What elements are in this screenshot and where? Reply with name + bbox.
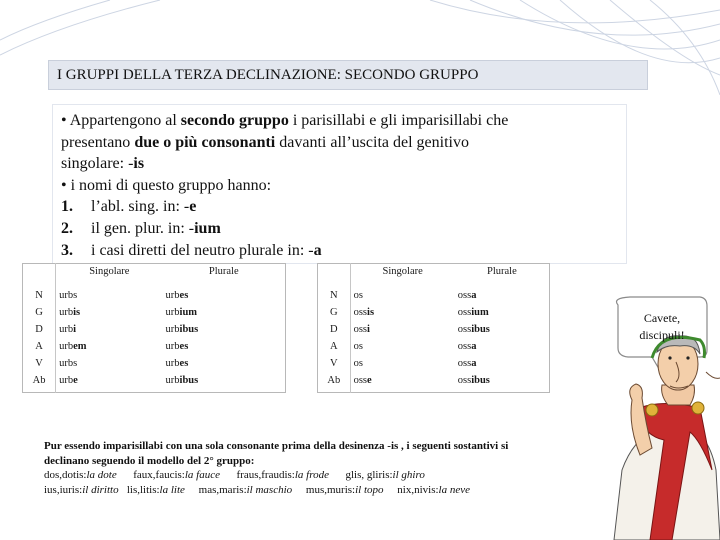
singular-form: os: [350, 290, 455, 307]
case-label: N: [35, 290, 43, 301]
case-label: V: [35, 358, 43, 369]
case-label: D: [35, 324, 43, 335]
singular-form: urbi: [56, 324, 163, 341]
intro-line-3: singolare: -is: [61, 155, 145, 173]
table-header-singolare: Singolare: [350, 264, 455, 291]
intro-list-item: 3. i casi diretti del neutro plurale in: -a: [61, 241, 322, 259]
case-label: A: [35, 341, 43, 352]
plural-form: ossa: [457, 341, 477, 352]
exception-word: mas,maris:il maschio: [198, 483, 293, 496]
singular-form: urbis: [56, 307, 163, 324]
plural-form: ossa: [457, 358, 477, 369]
singular-form: os: [350, 341, 455, 358]
plural-form: ossa: [457, 290, 477, 301]
case-label: N: [330, 290, 338, 301]
plural-form: urbibus: [165, 324, 199, 335]
intro-line-1: • Appartengono al secondo gruppo i parisillabi e gli imparisillabi che: [61, 112, 509, 129]
intro-line-4: • i nomi di questo gruppo hanno:: [61, 176, 272, 194]
exception-word: mus,muris:il topo: [305, 483, 384, 496]
note-line-3: [44, 468, 644, 483]
bubble-line: Cavete,: [643, 311, 681, 325]
note-line-4: [44, 483, 644, 498]
singular-form: osse: [350, 375, 455, 393]
speech-bubble-text: [624, 310, 700, 344]
exception-word: lis,litis:la lite: [126, 483, 185, 496]
case-label: Ab: [32, 375, 46, 386]
plural-form: urbium: [165, 307, 198, 318]
note-line-2: declinano seguendo il modello del 2° gruppo:: [44, 454, 255, 467]
slide-title: I GRUPPI DELLA TERZA DECLINAZIONE: SECONDO GRUPPO: [48, 60, 648, 90]
exceptions-note: [44, 439, 644, 497]
table-header-singolare: Singolare: [56, 264, 163, 291]
plural-form: ossibus: [457, 375, 490, 386]
intro-line-2: presentano due o più consonanti davanti all’uscita del genitivo: [61, 133, 469, 151]
table-header-plurale: Plurale: [487, 266, 517, 277]
plural-form: urbibus: [165, 375, 199, 386]
singular-form: urbem: [56, 341, 163, 358]
case-label: A: [330, 341, 338, 352]
case-label: V: [330, 358, 338, 369]
exception-word: dos,dotis:la dote: [44, 469, 117, 481]
exception-word: faux,faucis:la fauce: [133, 469, 220, 481]
plural-form: urbes: [165, 358, 189, 369]
note-line-1: Pur essendo imparisillabi con una sola consonante prima della desinenza -is , i seguenti sostantivi si: [44, 440, 509, 452]
bubble-line: discipuli!: [639, 328, 685, 342]
singular-form: urbs: [56, 358, 163, 375]
intro-list-item: 1. l’abl. sing. in: -e: [61, 198, 197, 216]
singular-form: ossis: [350, 307, 455, 324]
case-label: Ab: [327, 375, 341, 386]
exception-word: nix,nivis:la neve: [397, 483, 470, 496]
exception-word: fraus,fraudis:la frode: [236, 469, 329, 481]
intro-list-item: 2. il gen. plur. in: -ium: [61, 219, 221, 237]
case-label: G: [330, 307, 338, 318]
case-label: D: [330, 324, 338, 335]
exception-word: glis, gliris:il ghiro: [345, 469, 425, 481]
singular-form: os: [350, 358, 455, 375]
singular-form: urbs: [56, 290, 163, 307]
singular-form: ossi: [350, 324, 455, 341]
plural-form: urbes: [165, 341, 189, 352]
plural-form: urbes: [165, 290, 189, 301]
plural-form: ossium: [457, 307, 489, 318]
roman-figure-icon: [614, 336, 720, 540]
plural-form: ossibus: [457, 324, 490, 335]
case-label: G: [35, 307, 43, 318]
exception-word: ius,iuris:il diritto: [44, 483, 119, 496]
table-header-plurale: Plurale: [208, 266, 239, 277]
singular-form: urbe: [56, 375, 163, 393]
